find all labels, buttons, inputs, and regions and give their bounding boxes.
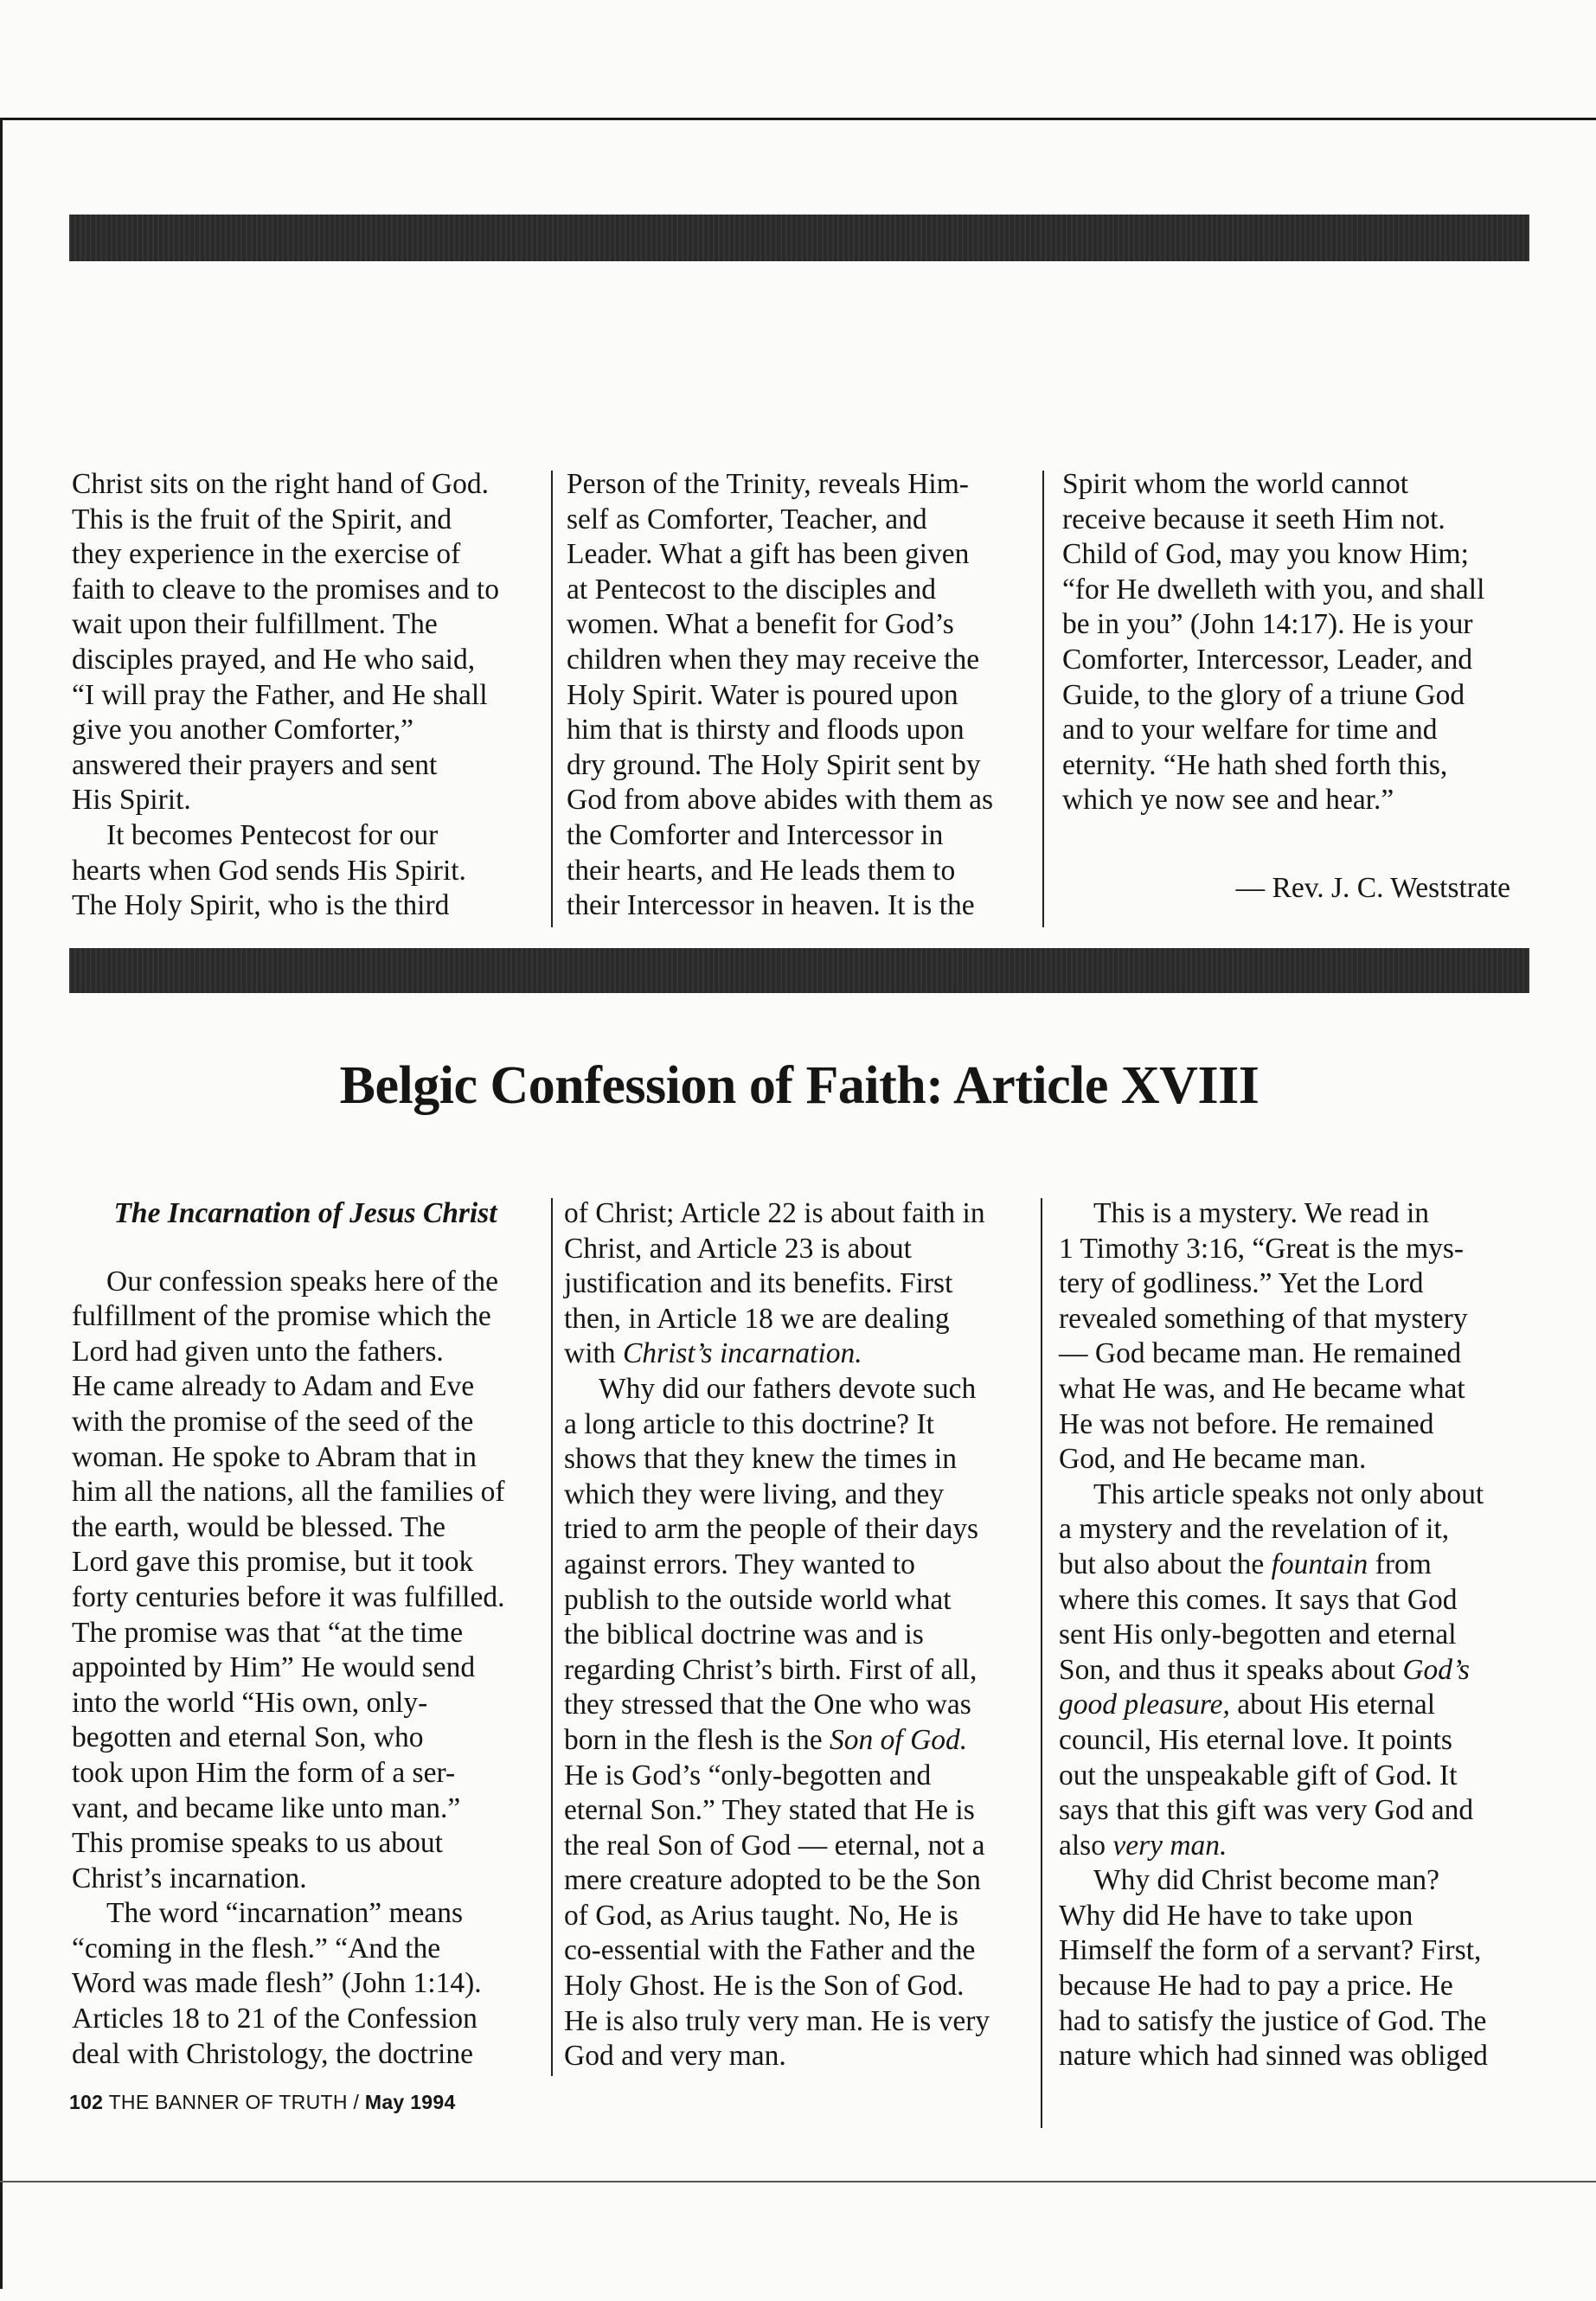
publication-name: THE BANNER OF TRUTH: [108, 2091, 348, 2113]
text-line: Guide, to the glory of a triune God: [1062, 678, 1465, 711]
text-line: begotten and eternal Son, who: [72, 1721, 424, 1754]
text-line: Articles 18 to 21 of the Confession: [72, 2003, 478, 2035]
text-line: the Comforter and Intercessor in: [567, 818, 944, 851]
column-divider: [551, 471, 553, 927]
text-line: Holy Spirit. Water is poured upon: [567, 678, 958, 711]
text-line: The Holy Spirit, who is the third: [72, 889, 450, 922]
text-line: forty centuries before it was fulfilled.: [72, 1580, 505, 1613]
top-column-2: [567, 467, 1038, 924]
text-line: God and very man.: [564, 2040, 786, 2073]
text-line: “coming in the flesh.” “And the: [72, 1932, 441, 1965]
text-line: co-essential with the Father and the: [564, 1934, 976, 1967]
text-line: him that is thirsty and floods upon: [567, 714, 965, 747]
text-line: God, and He became man.: [1059, 1443, 1367, 1476]
text-line: God from above abides with them as: [567, 784, 994, 817]
text-line: justification and its benefits. First: [564, 1267, 953, 1300]
text-line: hearts when God sends His Spirit.: [72, 854, 466, 887]
text-line: faith to cleave to the promises and to: [72, 573, 499, 606]
text-line: eternity. “He hath shed forth this,: [1062, 748, 1448, 781]
text-line: Our confession speaks here of the: [106, 1265, 499, 1298]
text-line: into the world “His own, only-: [72, 1686, 428, 1719]
text-line: Himself the form of a servant? First,: [1059, 1934, 1482, 1967]
text-line: women. What a benefit for God’s: [567, 608, 954, 641]
issue-date: May 1994: [364, 2091, 456, 2113]
text-line: eternal Son.” They stated that He is: [564, 1794, 975, 1827]
text-line: [1059, 1653, 1533, 1689]
text-line: with the promise of the seed of the: [72, 1405, 474, 1438]
text-line: Christ’s incarnation.: [72, 1862, 307, 1894]
article-column-2: [564, 1196, 1038, 2074]
text-run: with: [564, 1337, 623, 1370]
text-line: a long article to this doctrine? It: [564, 1407, 934, 1440]
text-line: they experience in the exercise of: [72, 538, 461, 571]
text-line: at Pentecost to the disciples and: [567, 573, 937, 606]
text-line: shows that they knew the times in: [564, 1443, 958, 1476]
text-line: answered their prayers and sent: [72, 748, 438, 781]
text-line: woman. He spoke to Abram that in: [72, 1440, 477, 1473]
text-line: council, His eternal love. It points: [1059, 1723, 1452, 1756]
column-divider: [1041, 1198, 1042, 2128]
text-line: Word was made flesh” (John 1:14).: [72, 1967, 482, 2000]
text-line: give you another Comforter,”: [72, 714, 413, 747]
text-line: of God, as Arius taught. No, He is: [564, 1899, 958, 1932]
text-line: fulfillment of the promise which the: [72, 1300, 491, 1333]
text-line: [1059, 1548, 1533, 1583]
text-line: regarding Christ’s birth. First of all,: [564, 1653, 977, 1686]
text-line: dry ground. The Holy Spirit sent by: [567, 748, 981, 781]
text-line: This article speaks not only about: [1093, 1477, 1484, 1510]
text-line: He came already to Adam and Eve: [72, 1370, 475, 1403]
text-line: publish to the outside world what: [564, 1583, 952, 1616]
text-line: their hearts, and He leads them to: [567, 854, 956, 887]
text-line: Holy Ghost. He is the Son of God.: [564, 1970, 965, 2003]
text-line: He is also truly very man. He is very: [564, 2004, 990, 2037]
text-line: — God became man. He remained: [1059, 1337, 1462, 1370]
text-line: revealed something of that mystery: [1059, 1302, 1468, 1335]
text-line: Why did our fathers devote such: [599, 1372, 977, 1405]
text-line: against errors. They wanted to: [564, 1548, 915, 1580]
text-line: He was not before. He remained: [1059, 1407, 1434, 1440]
text-line: the earth, would be blessed. The: [72, 1510, 445, 1543]
text-line: a mystery and the revelation of it,: [1059, 1513, 1450, 1546]
text-line: they stressed that the One who was: [564, 1689, 971, 1721]
text-line: Christ sits on the right hand of God.: [72, 468, 490, 500]
text-line: disciples prayed, and He who said,: [72, 643, 476, 676]
column-divider: [1042, 471, 1044, 927]
emphasis-text: God’s: [1402, 1653, 1470, 1686]
article-title: Belgic Confession of Faith: Article XVIII: [339, 1056, 1259, 1115]
left-edge-line: [0, 118, 3, 2289]
text-line: which they were living, and they: [564, 1477, 945, 1510]
emphasis-text: Christ’s incarnation.: [622, 1337, 862, 1370]
text-line: [564, 1723, 1038, 1759]
text-line: mere creature adopted to be the Son: [564, 1864, 981, 1897]
text-line: out the unspeakable gift of God. It: [1059, 1759, 1458, 1791]
section-divider-bar: [69, 948, 1529, 993]
text-line: tried to arm the people of their days: [564, 1513, 979, 1546]
text-line: Leader. What a gift has been given: [567, 538, 970, 571]
text-line: This is the fruit of the Spirit, and: [72, 503, 452, 535]
text-line: Spirit whom the world cannot: [1062, 468, 1409, 500]
header-bar: [69, 215, 1529, 261]
text-line: Lord gave this promise, but it took: [72, 1546, 474, 1579]
text-line: Person of the Trinity, reveals Him-: [567, 468, 969, 500]
text-line: appointed by Him” He would send: [72, 1651, 476, 1684]
text-line: what He was, and He became what: [1059, 1372, 1465, 1405]
text-run: but also about the: [1059, 1548, 1272, 1580]
text-line: The word “incarnation” means: [106, 1897, 464, 1930]
text-line: Comforter, Intercessor, Leader, and: [1062, 643, 1473, 676]
text-line: [1059, 1829, 1533, 1864]
text-line: The promise was that “at the time: [72, 1616, 464, 1649]
text-line: [564, 1336, 1038, 1372]
text-line: Christ, and Article 23 is about: [564, 1232, 912, 1265]
text-line: nature which had sinned was obliged: [1059, 2040, 1488, 2073]
text-line: and to your welfare for time and: [1062, 714, 1438, 747]
text-line: Why did Christ become man?: [1093, 1864, 1440, 1897]
text-run: about His eternal: [1229, 1689, 1436, 1721]
text-line: This is a mystery. We read in: [1093, 1197, 1430, 1229]
text-line: He is God’s “only-begotten and: [564, 1759, 932, 1791]
text-line: His Spirit.: [72, 784, 191, 817]
text-line: where this comes. It says that God: [1059, 1583, 1458, 1616]
text-line: deal with Christology, the doctrine: [72, 2037, 473, 2070]
text-line: tery of godliness.” Yet the Lord: [1059, 1267, 1424, 1300]
page-number: 102: [69, 2091, 104, 2113]
text-line: “for He dwelleth with you, and shall: [1062, 573, 1485, 606]
text-line: Lord had given unto the fathers.: [72, 1335, 444, 1368]
footer-separator: /: [353, 2091, 360, 2113]
top-column-3: [1062, 467, 1529, 907]
text-line: the real Son of God — eternal, not a: [564, 1829, 985, 1862]
text-line: “I will pray the Father, and He shall: [72, 678, 488, 711]
text-line: of Christ; Article 22 is about faith in: [564, 1197, 985, 1229]
column-divider: [551, 1198, 553, 2076]
article-column-1: [72, 1196, 539, 2072]
author-signature: — Rev. J. C. Weststrate: [1235, 871, 1510, 904]
text-run: born in the flesh is the: [564, 1723, 830, 1756]
text-line: receive because it seeth Him not.: [1062, 503, 1445, 535]
text-line: him all the nations, all the families of: [72, 1476, 505, 1509]
text-run: from: [1368, 1548, 1432, 1580]
text-line: be in you” (John 14:17). He is your: [1062, 608, 1473, 641]
page-footer: [69, 2091, 456, 2114]
text-line: took upon Him the form of a ser-: [72, 1756, 456, 1789]
text-line: wait upon their fulfillment. The: [72, 608, 438, 641]
text-line: the biblical doctrine was and is: [564, 1618, 924, 1651]
bottom-rule: [0, 2181, 1596, 2182]
top-rule: [0, 118, 1596, 120]
emphasis-text: Son of God.: [830, 1723, 968, 1756]
emphasis-text: good pleasure,: [1059, 1689, 1230, 1721]
text-line: then, in Article 18 we are dealing: [564, 1302, 950, 1335]
text-line: says that this gift was very God and: [1059, 1794, 1474, 1827]
text-line: Why did He have to take upon: [1059, 1899, 1413, 1932]
top-column-1: [72, 467, 539, 924]
emphasis-text: fountain: [1271, 1548, 1368, 1580]
text-run: Son, and thus it speaks about: [1059, 1653, 1403, 1686]
article-subtitle: The Incarnation of Jesus Christ: [113, 1197, 497, 1229]
text-line: 1 Timothy 3:16, “Great is the mys-: [1059, 1232, 1465, 1265]
text-line: It becomes Pentecost for our: [106, 818, 439, 851]
text-line: because He had to pay a price. He: [1059, 1970, 1453, 2003]
text-run: also: [1059, 1829, 1113, 1862]
text-line: children when they may receive the: [567, 643, 980, 676]
text-line: sent His only-begotten and eternal: [1059, 1618, 1457, 1651]
article-column-3: [1059, 1196, 1533, 2074]
text-line: Child of God, may you know Him;: [1062, 538, 1469, 571]
text-line: their Intercessor in heaven. It is the: [567, 889, 975, 922]
text-line: [1059, 1688, 1533, 1723]
text-line: vant, and became like unto man.”: [72, 1791, 461, 1824]
text-line: self as Comforter, Teacher, and: [567, 503, 927, 535]
text-line: This promise speaks to us about: [72, 1827, 443, 1860]
text-line: which ye now see and hear.”: [1062, 784, 1394, 817]
emphasis-text: very man.: [1112, 1829, 1227, 1862]
text-line: had to satisfy the justice of God. The: [1059, 2004, 1487, 2037]
